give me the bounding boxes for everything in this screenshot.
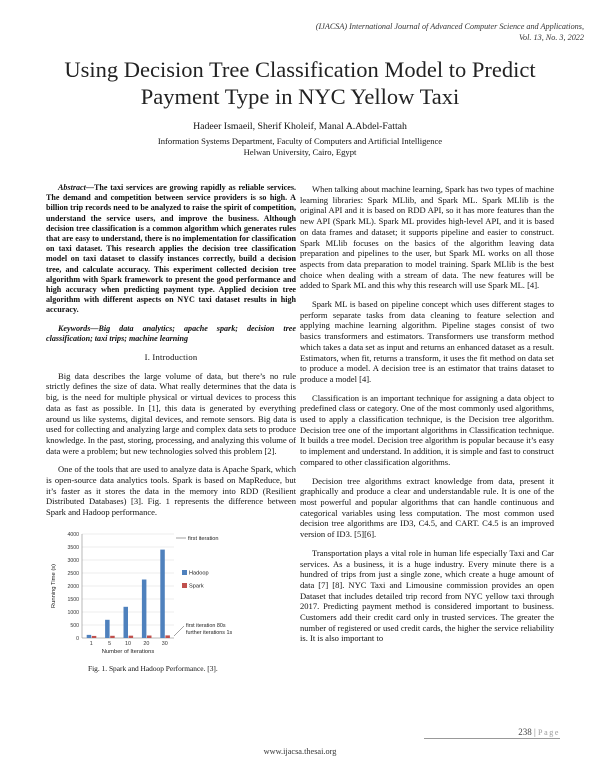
y-tick-label: 500 — [70, 622, 79, 629]
journal-header — [254, 22, 584, 43]
right-paragraph-4: Decision tree algorithms extract knowledge from data, present it graphically and produce a clear and understandable rule. It is one of the most powerful and popular algorithms that can handle continuous and categorical variables using less computation. The most common used decision tree algorithms are ID3, C4.5, and CART. C4.5 is an improved version of ID3. [5][6]. — [300, 475, 554, 540]
y-tick-label: 2000 — [67, 583, 79, 590]
right-paragraph-2: Spark ML is based on pipeline concept which uses different stages to perform separate tasks from data cleaning to feature selection and applying machine learning algorithm. Pipeline stages consist of two basics transformers and estimators. Transformers use transform method which takes a data set as input and returns an enhanced dataset as a result. Estimators, when fit, returns a transform, it uses the fit method on data set to produce a model. A decision tree is an estimator that trains dataset to produce a model [4]. — [300, 299, 554, 384]
right-paragraph-5: Transportation plays a vital role in human life especially Taxi and Car services. As a business, it is a huge industry. Every minute there is a hundred of trips from just a single zone, which create a huge amount of data [7] [8]. NYC Taxi and Limousine commission provides an open Dataset that includes detailed trip record from NYC yellow taxi through 2017. Predicting payment method is considered important to business. Customers add their credit card only in trusted services. The greater the number of registered or used credit cards, the higher the service reliability is. It is also important to — [300, 547, 554, 644]
y-tick-label: 2500 — [67, 570, 79, 577]
annotation-bottom-2: further iterations 1s — [186, 629, 233, 636]
x-tick-label: 10 — [125, 640, 131, 647]
affiliation-line-2: Helwan University, Cairo, Egypt — [243, 147, 357, 157]
x-axis-label: Number of Iterations — [101, 648, 155, 655]
page-separator: | — [533, 727, 536, 737]
annotation-bottom-pointer — [174, 626, 184, 636]
page-label: Page — [538, 728, 560, 737]
y-axis-label: Running Time (s) — [51, 563, 57, 608]
bar-spark — [110, 636, 115, 638]
annotation-top: first iteration — [188, 535, 219, 542]
page-number — [518, 727, 560, 737]
bar-hadoop — [105, 620, 110, 638]
bar-hadoop — [160, 549, 165, 637]
x-tick-label: 30 — [161, 640, 168, 647]
section-heading-introduction: I. Introduction — [144, 352, 198, 363]
affiliation — [0, 136, 600, 158]
abstract — [46, 183, 296, 316]
right-paragraph-1: When talking about machine learning, Spark has two types of machine learning libraries: Spark MLlib, and Spark ML. Spark MLlib is the original API and it is based on RDD API, so it has more features than the new API (Spark ML). Spark ML provides high-level API, and it is based on data frames and dataset; it supports pipeline and easier to construct. Spark MLlib focuses on the basics of the algorithm leaving data preparation and pipelines to the user, but Spark ML works on all those aspects from data preparation to model training. Spark MLlib is the best choice when dealing with a stream of data. The new features will be added to Spark ML and this why this research will use Spark ML. [4]. — [300, 184, 554, 291]
affiliation-line-1: Information Systems Department, Faculty of Computers and Artificial Intelligence — [157, 136, 443, 146]
authors: Hadeer Ismaeil, Sherif Kholeif, Manal A.Abdel-Fattah — [193, 121, 407, 132]
paper-title: Using Decision Tree Classification Model to Predict Payment Type in NYC Yellow Taxi — [64, 57, 536, 109]
footer-url: www.ijacsa.thesai.org — [263, 747, 337, 756]
y-tick-label: 1000 — [67, 609, 79, 616]
legend-label-hadoop: Hadoop — [189, 570, 209, 577]
right-column — [300, 184, 554, 652]
right-paragraph-3: Classification is an important technique for assigning a data object to predefined class or category. One of the most commonly used algorithms, used to apply a classification technique, is the Decision tree algorithm. Decision tree one of the important algorithms in Classification technique. It builds a tree model. Decision tree algorithm is popular because it’s easy to implement and understand. In addition, it is simple and fast to construct compared to other classification algorithms. — [300, 392, 554, 467]
intro-paragraph-1: Big data describes the large volume of data, but there’s no rule strictly defines the size of data. What really determines that the data is big, is the need for multiple physical or virtual devices to process this data as fast as possible. In [1], this data is generated by everything around us like systems, digital devices, and remote sensors. Big data is used for collecting and analyzing large and complex data sets to produce knowledge. In the past, storing, processing, and analyzing this volume of data were a problem; but new technologies solved this problem [2]. — [46, 370, 296, 456]
bar-hadoop — [142, 579, 147, 638]
y-tick-label: 1500 — [67, 596, 79, 603]
annotation-bottom-1: first iteration 80s — [186, 622, 226, 629]
x-tick-label: 1 — [89, 640, 93, 647]
abstract-label: Abstract — [58, 183, 86, 192]
intro-paragraph-2: One of the tools that are used to analyze data is Apache Spark, which is open-source data analytics tools. Spark is based on MapReduce, but it’s faster as it stores the data in the memory into RDD (Resilient Distributed Databases) [3]. Fig. 1 represents the difference between Spark and Hadoop performance. — [46, 464, 296, 518]
bar-chart — [46, 526, 286, 661]
legend-label-spark: Spark — [189, 583, 204, 590]
y-tick-label: 3000 — [67, 557, 79, 564]
bar-hadoop — [87, 635, 92, 638]
bar-hadoop — [124, 607, 129, 638]
y-tick-label: 3500 — [67, 544, 79, 551]
bar-spark — [165, 635, 170, 638]
keywords: Keywords—Big data analytics; apache spark; decision tree classification; taxi trips; machine learning — [46, 323, 296, 343]
bar-spark — [129, 636, 134, 638]
legend-swatch-hadoop — [182, 570, 187, 575]
x-tick-label: 5 — [108, 640, 112, 647]
journal-line-2: Vol. 13, No. 3, 2022 — [518, 32, 584, 42]
page-number-value: 238 — [518, 727, 532, 737]
x-tick-label: 20 — [143, 640, 150, 647]
figure-1 — [46, 526, 286, 661]
abstract-text: —The taxi services are growing rapidly as reliable services. The demand and competition between service providers is so high. A billion trip records need to be analyzed to raise the spirit of competition, understand the service users, and improve the business. Although decision tree classification is a common algorithm which generates rules that are easy to understand, there is no implementation for classification on taxi dataset. This research applies the decision tree classification model on taxi dataset to classify instances correctly, build a decision tree, and calculate accuracy. This experiment collected decision tree algorithm with Spark framework to present the good performance and high accuracy when predicting payment type. Applied decision tree algorithm with different aspects on NYC taxi dataset results in high accuracy. — [46, 183, 296, 315]
legend-swatch-spark — [182, 583, 187, 588]
journal-line-1: (IJACSA) International Journal of Advanced Computer Science and Applications, — [315, 22, 584, 31]
bar-spark — [92, 636, 97, 638]
left-column — [46, 183, 296, 675]
bar-spark — [147, 635, 152, 637]
footer-rule — [424, 738, 560, 739]
y-tick-label: 0 — [76, 635, 79, 642]
figure-caption: Fig. 1. Spark and Hadoop Performance. [3]. — [88, 663, 218, 673]
y-tick-label: 4000 — [67, 531, 79, 538]
